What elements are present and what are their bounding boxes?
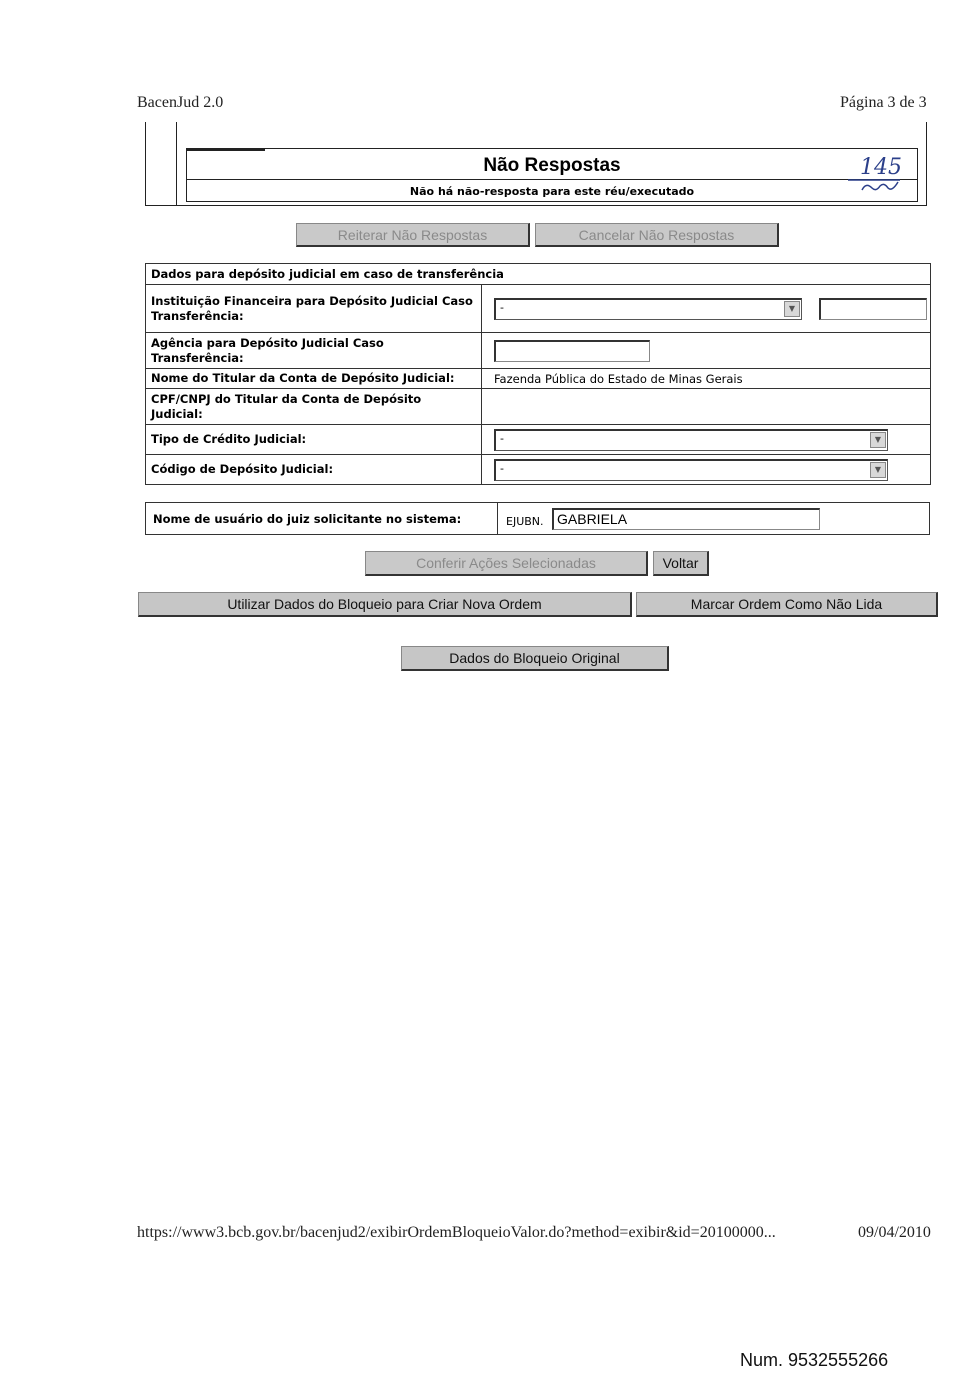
agencia-label: Agência para Depósito Judicial Caso Transferência: [146,333,482,369]
dados-bloqueio-original-button[interactable]: Dados do Bloqueio Original [401,646,669,671]
codigo-deposito-cell [482,455,931,485]
tipo-credito-select-value: - [500,431,504,445]
chevron-down-icon[interactable]: ▼ [870,462,886,478]
reiterar-nao-respostas-button[interactable]: Reiterar Não Respostas [296,223,530,247]
deposito-header: Dados para depósito judicial em caso de transferência [146,264,931,285]
usuario-input[interactable]: GABRIELA [552,508,820,530]
cpf-cnpj-value [482,389,931,425]
footer-date: 09/04/2010 [858,1224,931,1241]
signature-icon [840,150,920,200]
cancelar-nao-respostas-button[interactable]: Cancelar Não Respostas [535,223,779,247]
usuario-divider [497,503,498,534]
deposito-form [145,263,931,485]
usuario-box [145,502,930,535]
frame-inner-left-line [176,122,177,206]
nao-respostas-panel [186,148,918,202]
instituicao-label: Instituição Financeira para Depósito Judicial Caso Transferência: [146,285,482,333]
instituicao-select-value: - [500,300,504,314]
footer-url: https://www3.bcb.gov.br/bacenjud2/exibirOrdemBloqueioValor.do?method=exibir&id=20100000... [137,1224,776,1241]
agencia-input[interactable] [494,340,650,362]
conferir-acoes-button[interactable]: Conferir Ações Selecionadas [365,551,648,576]
frame-bottom-line [145,205,927,206]
document-number: Num. 9532555266 [740,1350,889,1370]
frame-right-line [926,122,927,206]
svg-text:145: 145 [860,155,902,180]
titular-value: Fazenda Pública do Estado de Minas Gerais [482,369,931,389]
codigo-deposito-label: Código de Depósito Judicial: [146,455,482,485]
frame-left-line [145,122,146,206]
tab-edge [187,149,265,151]
handwritten-mark [840,150,920,200]
voltar-button[interactable]: Voltar [653,551,709,576]
tipo-credito-label: Tipo de Crédito Judicial: [146,425,482,455]
codigo-deposito-select-value: - [500,461,504,475]
tipo-credito-select[interactable] [494,429,888,451]
instituicao-select[interactable] [494,298,802,320]
titular-label: Nome do Titular da Conta de Depósito Judicial: [146,369,482,389]
usuario-prefix: EJUBN. [506,515,544,528]
usuario-label: Nome de usuário do juiz solicitante no sistema: [153,512,462,526]
agencia-cell [482,333,931,369]
nao-respostas-message: Não há não-resposta para este réu/executado [409,185,695,198]
app-name: BacenJud 2.0 [137,94,224,111]
nova-ordem-button[interactable]: Utilizar Dados do Bloqueio para Criar Nova Ordem [138,592,632,617]
chevron-down-icon[interactable]: ▼ [784,301,800,317]
panel-divider [187,179,917,180]
instituicao-cell [482,285,931,333]
nao-respostas-title: Não Respostas [483,155,621,176]
page-number: Página 3 de 3 [840,94,927,111]
cpf-cnpj-label: CPF/CNPJ do Titular da Conta de Depósito Judicial: [146,389,482,425]
tipo-credito-cell [482,425,931,455]
chevron-down-icon[interactable]: ▼ [870,432,886,448]
codigo-deposito-select[interactable] [494,459,888,481]
marcar-nao-lida-button[interactable]: Marcar Ordem Como Não Lida [636,592,938,617]
instituicao-code-input[interactable] [819,298,927,320]
